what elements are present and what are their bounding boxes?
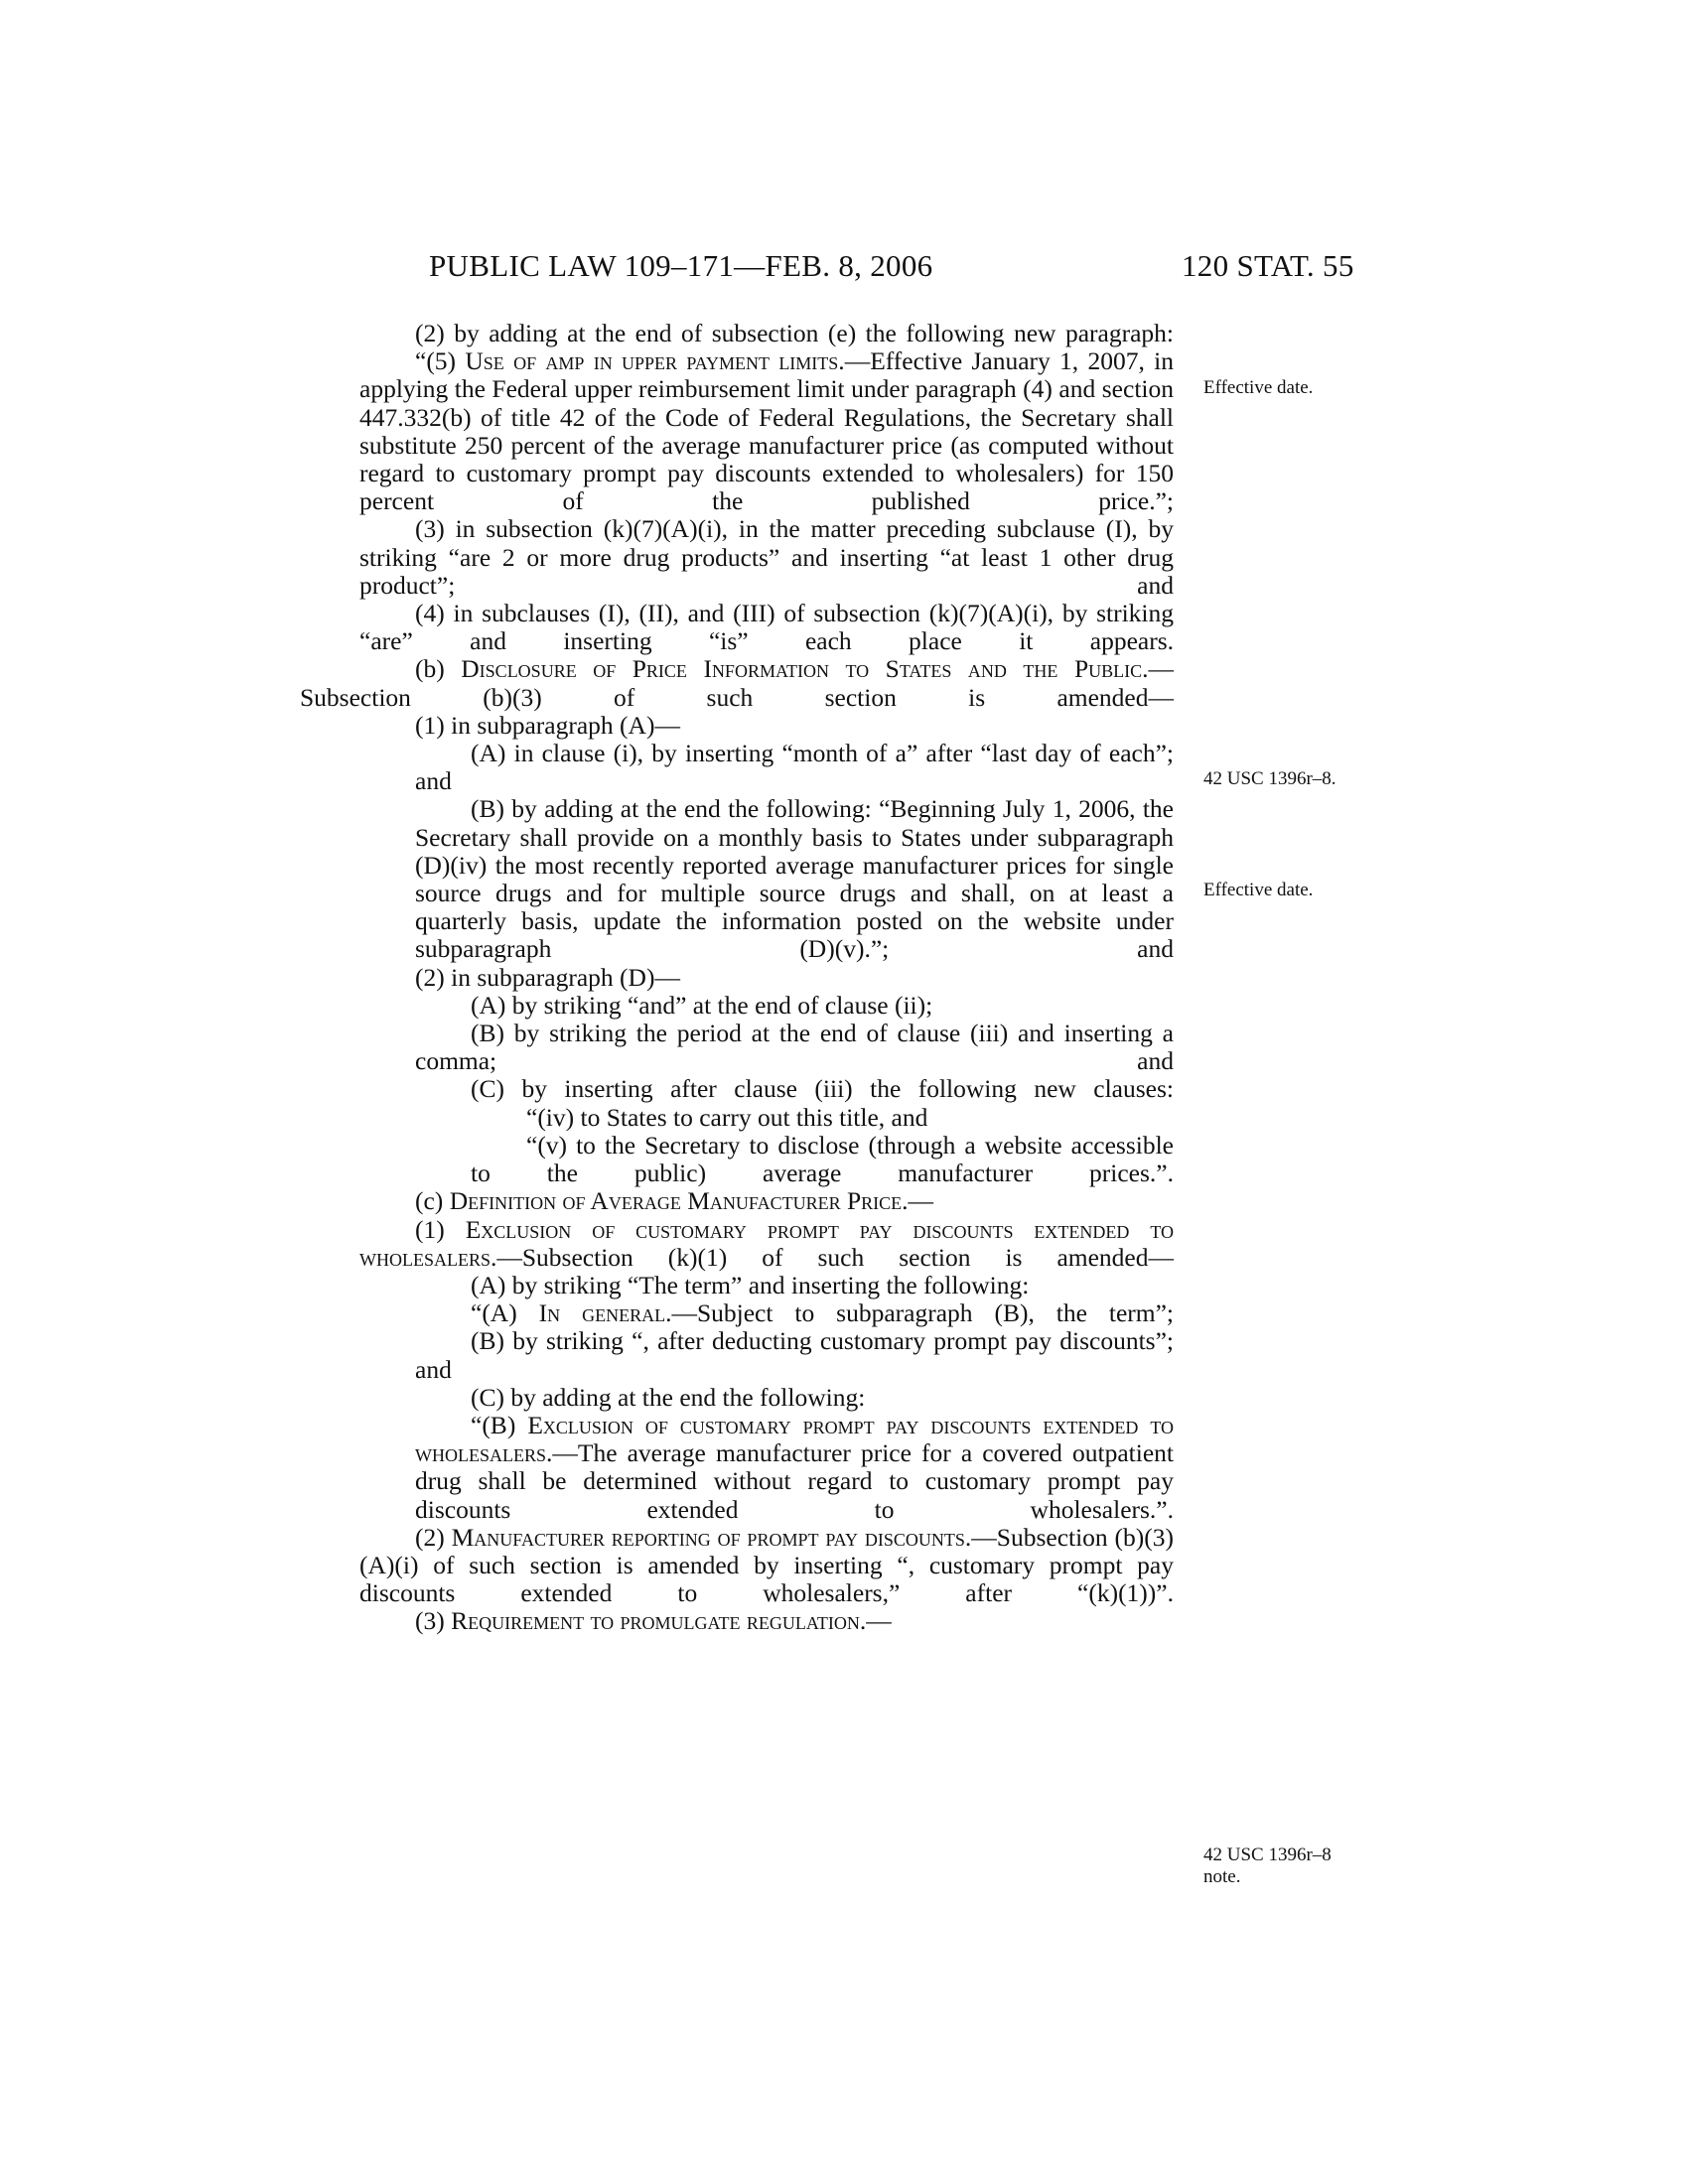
paragraph-text: (2) in subparagraph (D)—	[415, 962, 680, 992]
margin-note-usc-citation-note: 42 USC 1396r–8 note.	[1203, 1844, 1332, 1887]
paragraph-2-subparagraph-d	[359, 964, 1174, 992]
paragraph-text: (A) in clause (i), by inserting “month of a” after “last day of each”; and	[415, 739, 1174, 796]
paragraph-text: —Effective January 1, 2007, in applying the Federal upper reimbursement limit under paragraph (4) and section 447.332(b) of title 42 of the Code of Federal Regulations, the Secretary shall substitute 250 percent of the average manufacturer price (as computed without regard to customary prompt pay discounts extended to wholesalers) for 150 percent of the published price.”;	[359, 346, 1174, 516]
clause-c-new-clauses	[359, 1075, 1174, 1103]
paragraph-2-manufacturer-reporting	[359, 1524, 1174, 1608]
clause-iv-states	[359, 1104, 1174, 1132]
clause-v-secretary	[359, 1132, 1174, 1187]
clause-a-month	[359, 740, 1174, 795]
paragraph-text: (3) in subsection (k)(7)(A)(i), in the matter preceding subclause (I), by striking “are 2 or more drug products” and inserting “at least 1 other drug product”; and	[359, 514, 1174, 600]
paragraph-text: —The average manufacturer price for a covered outpatient drug shall be determined without regard to customary prompt pay discounts extended to wholesalers.”.	[415, 1438, 1174, 1524]
paragraph-label: (2)	[415, 1522, 452, 1552]
paragraph-heading: Requirement to promulgate regulation.	[451, 1606, 867, 1636]
paragraph-heading: Exclusion of customary prompt pay discounts extended to wholesalers.	[415, 1410, 1174, 1468]
margin-note-effective-date: Effective date.	[1203, 377, 1314, 398]
paragraph-text: (C) by inserting after clause (iii) the following new clauses:	[471, 1074, 1174, 1104]
paragraph-text: —Subsection (k)(1) of such section is amended—	[496, 1242, 1174, 1272]
paragraph-text: (1) in subparagraph (A)—	[415, 710, 680, 740]
paragraph-2-subsection-e	[359, 320, 1174, 347]
paragraph-label: (3)	[415, 1606, 452, 1636]
paragraph-text: (C) by adding at the end the following:	[471, 1382, 866, 1412]
page-number: 120 STAT. 55	[1182, 248, 1354, 283]
paragraph-text: (B) by striking “, after deducting customary prompt pay discounts”; and	[415, 1326, 1174, 1384]
margin-note-usc-citation: 42 USC 1396r–8.	[1203, 768, 1336, 789]
paragraph-1-exclusion	[359, 1216, 1174, 1272]
section-label: (b)	[415, 654, 462, 684]
running-head: PUBLIC LAW 109–171—FEB. 8, 2006	[429, 248, 933, 283]
paragraph-4-subclauses	[359, 600, 1174, 655]
statute-body	[300, 319, 1175, 1636]
clause-c-adding	[359, 1384, 1174, 1412]
margin-note-effective-date: Effective date.	[1203, 880, 1314, 900]
section-heading: Disclosure of Price Information to States and the Public.	[461, 654, 1149, 684]
paragraph-heading: Use of amp in upper payment limits.	[465, 346, 845, 376]
paragraph-heading: Exclusion of customary prompt pay discounts extended to wholesalers.	[359, 1214, 1174, 1272]
paragraph-text: (B) by striking the period at the end of clause (iii) and inserting a comma; and	[415, 1019, 1174, 1076]
section-text: —Subsection (b)(3) of such section is amended—	[300, 654, 1174, 712]
paragraph-text: (4) in subclauses (I), (II), and (III) of subsection (k)(7)(A)(i), by striking “are” and inserting “is” each place it appears.	[359, 599, 1174, 656]
paragraph-text: (A) by striking “and” at the end of clause (ii);	[471, 990, 933, 1020]
paragraph-text: (A) by striking “The term” and inserting the following:	[471, 1270, 1030, 1299]
paragraph-label: “(A)	[471, 1298, 539, 1328]
paragraph-heading: Manufacturer reporting of prompt pay discounts.	[451, 1522, 972, 1552]
paragraph-1-subparagraph-a	[359, 712, 1174, 740]
clause-b-striking-deducting	[359, 1327, 1174, 1383]
paragraph-text: —Subsection (b)(3)(A)(i) of such section is amended by inserting “, customary prompt pay discounts extended to wholesalers,” after “(k)(1))”.	[359, 1522, 1174, 1608]
section-text: —	[908, 1186, 934, 1216]
clause-b-striking-period	[359, 1020, 1174, 1075]
paragraph-5-amp-upper-limits	[359, 347, 1174, 515]
paragraph-heading: In general.	[538, 1298, 672, 1328]
paragraph-label: (1)	[415, 1214, 466, 1244]
clause-a-striking-the-term	[359, 1272, 1174, 1299]
paragraph-text: “(v) to the Secretary to disclose (through a website accessible to the public) average manufacturer prices.”.	[471, 1130, 1174, 1188]
section-heading: Definition of Average Manufacturer Price.	[449, 1186, 909, 1216]
paragraph-text: (2) by adding at the end of subsection (e) the following new paragraph:	[415, 319, 1174, 347]
paragraph-label: “(B)	[471, 1410, 528, 1439]
paragraph-label: “(5)	[415, 346, 466, 376]
section-c-definition	[359, 1187, 1174, 1215]
clause-a-in-general	[359, 1299, 1174, 1327]
paragraph-text: —	[866, 1606, 892, 1636]
section-b-disclosure	[300, 655, 1174, 711]
paragraph-text: “(iv) to States to carry out this title, and	[526, 1102, 928, 1132]
clause-b-exclusion-text	[359, 1412, 1174, 1524]
paragraph-3-subsection-k7	[359, 515, 1174, 600]
section-label: (c)	[415, 1186, 450, 1216]
page-header	[0, 248, 1688, 296]
paragraph-3-requirement-regulation	[359, 1607, 1174, 1635]
clause-b-beginning-july	[359, 795, 1174, 963]
paragraph-text: (B) by adding at the end the following: “Beginning July 1, 2006, the Secretary shall provide on a monthly basis to States under subparagraph (D)(iv) the most recently reported average manufacturer prices for single source drugs and for multiple source drugs and shall, on at least a quarterly basis, update the information posted on the website under subparagraph (D)(v).”; and	[415, 794, 1174, 964]
clause-a-striking-and	[359, 992, 1174, 1020]
paragraph-text: —Subject to subparagraph (B), the term”;	[671, 1298, 1175, 1328]
